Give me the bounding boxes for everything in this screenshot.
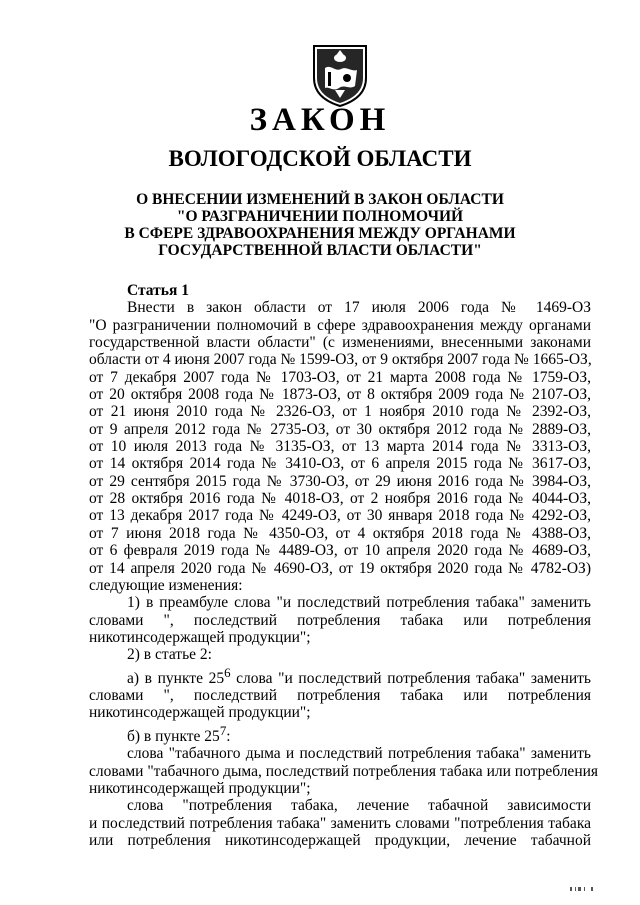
text-line: от 20 октября 2008 года № 1873-ОЗ, от 8 октября 2009 года № 2107-ОЗ, <box>89 386 591 404</box>
text-line: от 28 октября 2016 года № 4018-ОЗ, от 2 ноября 2016 года № 4044-ОЗ, <box>89 490 591 508</box>
text-line: "О разграничении полномочий в сфере здравоохранения между органами <box>89 316 591 334</box>
document-body <box>89 282 599 849</box>
text-line: от 21 июня 2010 года № 2326-ОЗ, от 1 ноября 2010 года № 2392-ОЗ, <box>89 403 591 421</box>
superscript: 6 <box>224 664 231 680</box>
item-1-line: словами ", последствий потребления табака или потребления <box>89 611 591 629</box>
item-2a-text: слова "и последствий потребления табака" заменить <box>230 669 591 687</box>
item-1-line: 1) в преамбуле слова "и последствий потребления табака" заменить <box>127 594 591 612</box>
item-1-line: никотинсодержащей продукции"; <box>89 628 311 646</box>
item-2-heading: 2) в статье 2: <box>127 646 212 664</box>
text-line: от 7 декабря 2007 года № 1703-ОЗ, от 21 марта 2008 года № 1759-ОЗ, <box>89 368 591 386</box>
superscript: 7 <box>219 722 227 738</box>
text-line: следующие изменения: <box>89 576 243 594</box>
article-heading: Статья 1 <box>127 282 189 299</box>
item-2b-text: : <box>226 727 231 745</box>
text-line: Внести в закон области от 17 июля 2006 года № 1469-ОЗ <box>127 299 591 317</box>
text-line: от 7 июня 2018 года № 4350-ОЗ, от 4 октября 2018 года № 4388-ОЗ, <box>89 524 591 542</box>
item-2a-text: а) в пункте 25 <box>127 669 225 687</box>
item-2a-line: никотинсодержащей продукции"; <box>89 704 311 722</box>
item-2a-line: словами ", последствий потребления табака или потребления <box>89 687 591 705</box>
subtitle-line: ГОСУДАРСТВЕННОЙ ВЛАСТИ ОБЛАСТИ" <box>158 242 482 259</box>
item-2b-line: и последствий потребления табака" заменить словами "потребления табака <box>89 814 591 832</box>
item-2b-line: слова "табачного дыма и последствий потребления табака" заменить <box>127 745 591 763</box>
subtitle-line: В СФЕРЕ ЗДРАВООХРАНЕНИЯ МЕЖДУ ОРГАНАМИ <box>124 225 516 242</box>
text-line: от 13 декабря 2017 года № 4249-ОЗ, от 30 января 2018 года № 4292-ОЗ, <box>89 507 591 525</box>
text-line: области от 4 июня 2007 года № 1599-ОЗ, от 9 октября 2007 года № 1665-ОЗ, <box>89 351 592 369</box>
text-line: от 9 апреля 2012 года № 2735-ОЗ, от 30 октября 2012 года № 2889-ОЗ, <box>89 420 591 438</box>
document-title: ЗАКОН <box>249 102 391 138</box>
subtitle-line: "О РАЗГРАНИЧЕНИИ ПОЛНОМОЧИЙ <box>176 208 464 225</box>
text-line: от 14 апреля 2020 года № 4690-ОЗ, от 19 октября 2020 года № 4782-ОЗ) <box>89 559 591 577</box>
text-line: от 10 июля 2013 года № 3135-ОЗ, от 13 марта 2014 года № 3313-ОЗ, <box>89 438 591 456</box>
text-line: от 29 сентября 2015 года № 3730-ОЗ, от 29 июня 2016 года № 3984-ОЗ, <box>89 472 591 490</box>
scan-mark-icon <box>570 886 594 892</box>
item-2b-text: б) в пункте 25 <box>127 727 220 745</box>
item-2b-line: никотинсодержащей продукции"; <box>89 779 311 797</box>
item-2b-line: слова "потребления табака, лечение табачной зависимости <box>127 797 591 815</box>
item-2b-heading <box>89 722 591 746</box>
law-subtitle <box>60 191 580 259</box>
region-title: ВОЛОГОДСКОЙ ОБЛАСТИ <box>168 146 472 171</box>
text-line: от 6 февраля 2019 года № 4489-ОЗ, от 10 апреля 2020 года № 4689-ОЗ, <box>89 542 591 560</box>
item-2b-line: словами "табачного дыма, последствий потребления табака или потребления <box>89 762 599 780</box>
coat-of-arms-icon <box>311 42 369 108</box>
item-2a-line <box>89 664 591 688</box>
text-line: государственной власти области" (с изменениями, внесенными законами <box>89 334 591 352</box>
item-2b-line: или потребления никотинсодержащей продукции, лечение табачной <box>89 831 591 849</box>
text-line: от 14 октября 2014 года № 3410-ОЗ, от 6 апреля 2015 года № 3617-ОЗ, <box>89 455 591 473</box>
subtitle-line: О ВНЕСЕНИИ ИЗМЕНЕНИЙ В ЗАКОН ОБЛАСТИ <box>136 191 504 208</box>
